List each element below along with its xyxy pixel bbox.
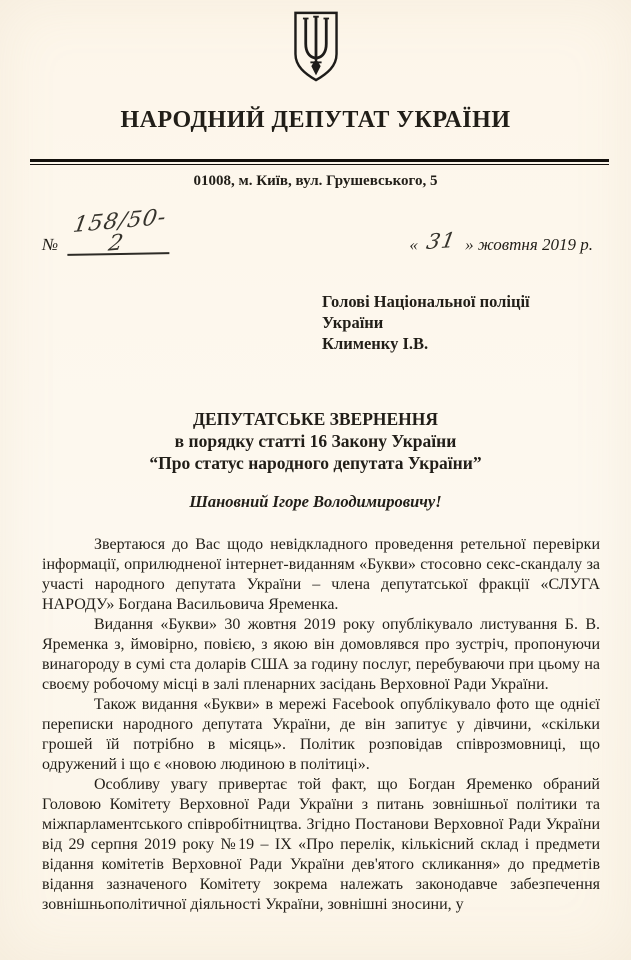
addressee-block bbox=[322, 291, 631, 354]
subject-line-1: ДЕПУТАТСЬКЕ ЗВЕРНЕННЯ bbox=[192, 409, 439, 429]
letter-body bbox=[42, 535, 600, 915]
addressee-line-3: Клименку І.В. bbox=[322, 334, 429, 353]
paragraph-1: Звертаюся до Вас щодо невідкладного проведення ретельної перевірки інформації, оприлюдненої інтернет-виданням «Букви» стосовно секс-скандалу за участі народного депутата України – члена депутатської фракції «СЛУГА НАРОДУ» Богдана Васильовича Яременка. bbox=[42, 536, 600, 613]
coat-of-arms-icon bbox=[0, 0, 631, 83]
addressee-line-1: Голові Національної поліції bbox=[322, 292, 530, 311]
salutation: Шановний Ігоре Володимировичу! bbox=[189, 492, 442, 511]
org-title: НАРОДНИЙ ДЕПУТАТ УКРАЇНИ bbox=[120, 107, 511, 133]
header-divider bbox=[30, 159, 609, 165]
reference-row bbox=[42, 204, 593, 257]
paragraph-2: Видання «Букви» 30 жовтня 2019 року опублікувало листування Б. В. Яременка з, ймовірно, повією, з якою він домовлявся про зустріч, пропонуючи винагороду в сумі ста доларів США за годину послуг, перебуваючи при цьому на своєму робочому місці в залі пленарних засідань Верховної Ради України. bbox=[42, 616, 600, 693]
ref-number-blank bbox=[67, 204, 170, 257]
org-address: 01008, м. Київ, вул. Грушевського, 5 bbox=[193, 173, 438, 189]
date-open-quote: « bbox=[409, 235, 418, 254]
subject-line-3: “Про статус народного депутата України” bbox=[149, 453, 482, 473]
ref-number bbox=[42, 204, 169, 257]
date-month-year: » жовтня 2019 р. bbox=[465, 235, 593, 254]
date-day-handwritten: 31 bbox=[424, 228, 459, 254]
subject-line-2: в порядку статті 16 Закону України bbox=[174, 431, 457, 451]
subject-title bbox=[0, 408, 631, 474]
paragraph-3: Також видання «Букви» в мережі Facebook опублікувало фото ще однієї переписки народного депутата України, де він запитує у дівчини, «скільки грошей їй потрібно в місяць». Політик розповідав співрозмовниці, що одружений і що є «новою людиною в політиці». bbox=[42, 696, 600, 773]
ref-date bbox=[409, 228, 593, 255]
ref-number-value-handwritten: 158/50-2 bbox=[71, 204, 169, 257]
ref-number-label: № bbox=[42, 235, 59, 254]
paragraph-4: Особливу увагу привертає той факт, що Богдан Яременко обраний Головою Комітету Верховної Ради України з питань зовнішньої політики та міжпарламентського співробітництва. Згідно Постанови Верховної Ради України від 29 серпня 2019 року №19 – ІХ «Про перелік, кількісний склад і предмети відання комітетів Верховної Ради України дев'ятого скликання» до предметів відання зазначеного Комітету зокрема належать законодавче забезпечення зовнішньополітичної діяльності України, зовнішні зносини, у bbox=[42, 776, 600, 913]
addressee-line-2: України bbox=[322, 313, 384, 332]
